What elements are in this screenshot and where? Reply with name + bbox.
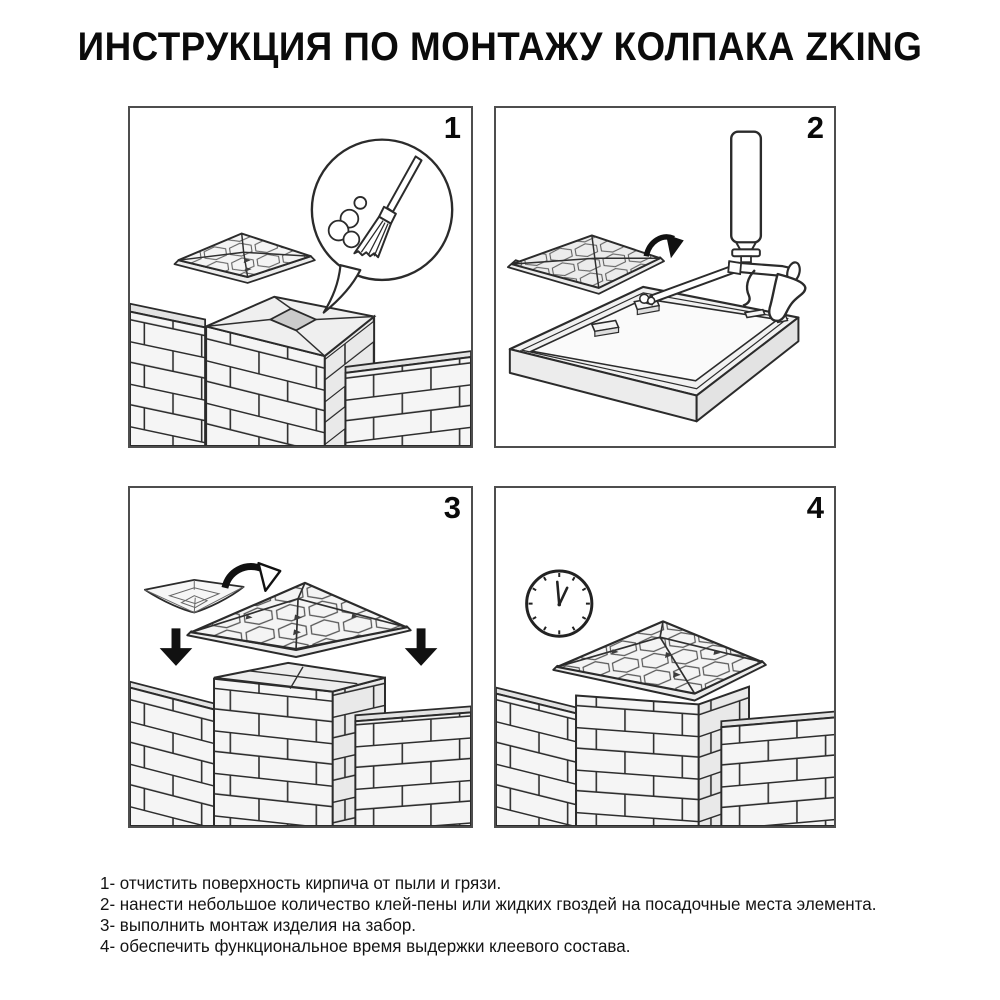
step-2-illustration — [496, 108, 834, 446]
brick-fence-wall-right — [721, 711, 834, 826]
step-number: 4 — [806, 490, 824, 525]
down-arrow-icon-right — [405, 628, 438, 666]
speech-balloon — [312, 140, 452, 313]
brick-fence-wall-left — [130, 304, 205, 446]
mounted-cap — [553, 621, 765, 700]
instruction-line-2: 2- нанести небольшое количество клей-пены или жидких гвоздей на посадочные места элемента. — [100, 894, 877, 914]
pillar-cap-top-view — [508, 235, 664, 293]
panel-step-4 — [494, 486, 836, 828]
brick-fence-wall-left — [496, 688, 576, 826]
step-4-illustration — [496, 488, 834, 826]
brick-fence-wall-left — [130, 682, 214, 826]
step-1-illustration — [130, 108, 471, 446]
foam-gun-icon — [640, 132, 806, 321]
panel-step-3 — [128, 486, 473, 828]
brick-fence-wall-right — [345, 351, 471, 446]
page-title: ИНСТРУКЦИЯ ПО МОНТАЖУ КОЛПАКА ZKING — [77, 25, 923, 69]
brick-fence-wall-right — [355, 706, 471, 826]
clock-icon — [527, 571, 592, 636]
instruction-line-3: 3- выполнить монтаж изделия на забор. — [100, 915, 417, 935]
step-3-illustration — [130, 488, 471, 826]
pillar-cap-top-view — [174, 234, 314, 283]
instruction-line-1: 1- отчистить поверхность кирпича от пыли и грязи. — [100, 873, 502, 893]
panel-step-1 — [128, 106, 473, 448]
step-number: 3 — [443, 490, 461, 525]
adhesive-canister — [731, 132, 761, 262]
cap-underside-tray — [510, 287, 799, 421]
step-number: 1 — [443, 110, 461, 145]
panel-step-2 — [494, 106, 836, 448]
instruction-list — [100, 873, 876, 957]
step-number: 2 — [806, 110, 824, 145]
instruction-line-4: 4- обеспечить функциональное время выдержки клеевого состава. — [100, 936, 631, 956]
